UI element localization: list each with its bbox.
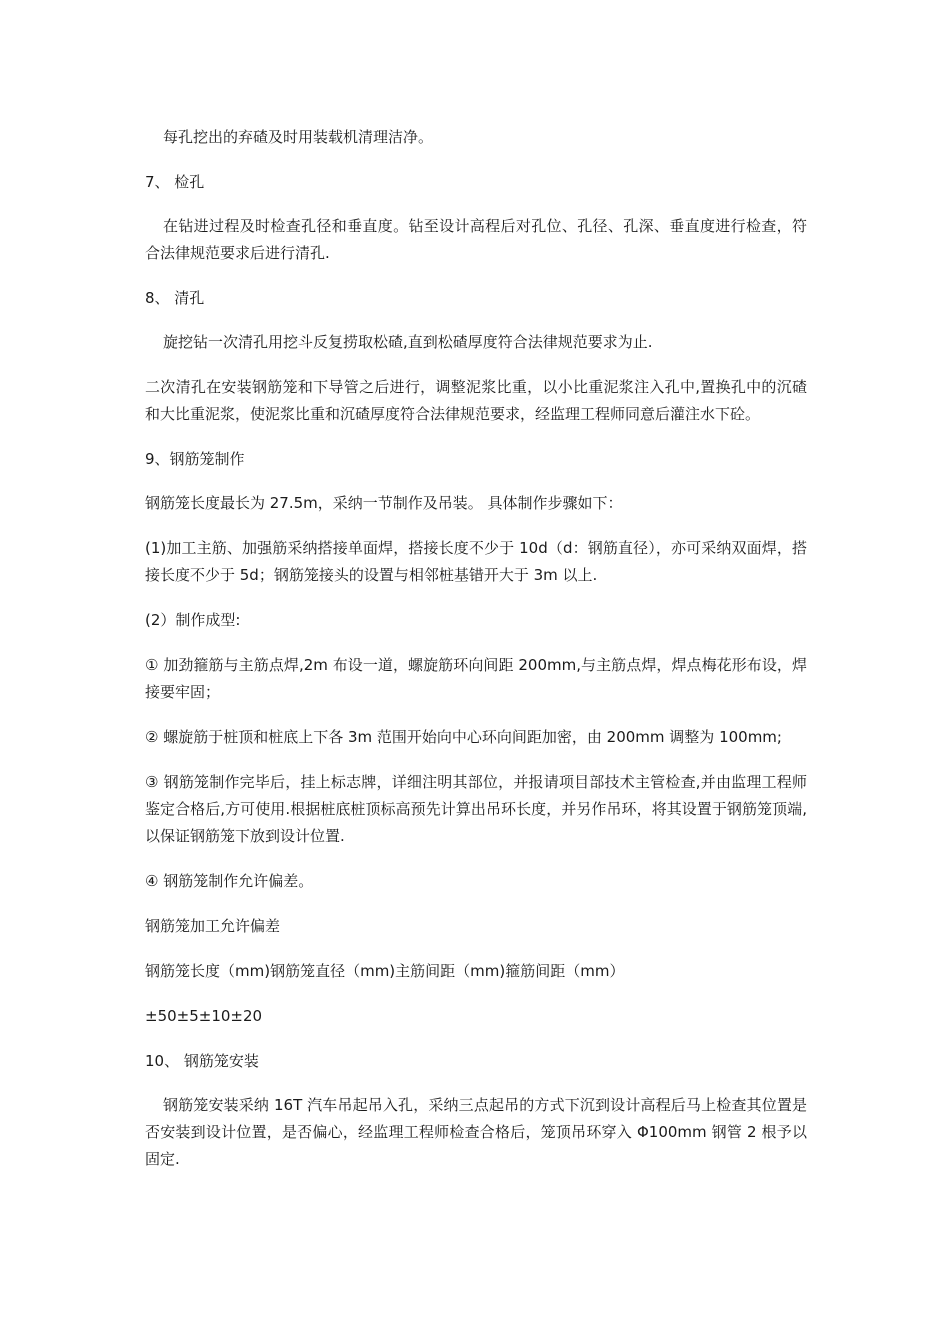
heading-8-hole-cleaning: 8、 清孔 <box>145 289 205 307</box>
list-item-2: ② 螺旋筋于桩顶和桩底上下各 3m 范围开始向中心环向间距加密，由 200mm 调整为 100mm; <box>145 728 782 746</box>
paragraph-cage-length: 钢筋笼长度最长为 27.5m，采纳一节制作及吊装。 具体制作步骤如下： <box>145 494 623 512</box>
tolerance-table-values: ±50±5±10±20 <box>145 1007 263 1025</box>
heading-10-cage-installation: 10、 钢筋笼安装 <box>145 1052 259 1070</box>
paragraph-hole-inspection: 在钻进过程及时检查孔径和垂直度。钻至设计高程后对孔位、孔径、孔深、垂直度进行检查，符合法律规范要求后进行清孔. <box>145 217 807 262</box>
paragraph-first-cleaning: 旋挖钻一次清孔用挖斗反复捞取松碴,直到松碴厚度符合法律规范要求为止. <box>163 333 653 351</box>
tolerance-table-header: 钢筋笼长度（mm)钢筋笼直径（mm)主筋间距（mm)箍筋间距（mm） <box>145 962 625 980</box>
list-item-4: ④ 钢筋笼制作允许偏差。 <box>145 872 314 890</box>
paragraph-welding: (1)加工主筋、加强筋采纳搭接单面焊，搭接长度不少于 10d（d：钢筋直径），亦可采纳双面焊，搭接长度不少于 5d；钢筋笼接头的设置与相邻桩基错开大于 3m 以上. <box>145 539 807 584</box>
list-item-1: ① 加劲箍筋与主筋点焊,2m 布设一道，螺旋筋环向间距 200mm,与主筋点焊，焊点梅花形布设，焊接要牢固； <box>145 656 807 701</box>
list-item-3: ③ 钢筋笼制作完毕后，挂上标志牌，详细注明其部位，并报请项目部技术主管检查,并由监理工程师鉴定合格后,方可使用.根据桩底桩顶标高预先计算出吊环长度，并另作吊环，将其设置于钢筋笼顶端,以保证钢筋笼下放到设计位置. <box>145 773 807 845</box>
paragraph-forming-heading: (2）制作成型: <box>145 611 241 629</box>
document-body <box>145 124 807 1191</box>
heading-7-hole-inspection: 7、 检孔 <box>145 173 205 191</box>
paragraph-cage-installation: 钢筋笼安装采纳 16T 汽车吊起吊入孔，采纳三点起吊的方式下沉到设计高程后马上检查其位置是否安装到设计位置，是否偏心，经监理工程师检查合格后，笼顶吊环穿入 Φ100mm 钢管 2 根予以固定. <box>145 1096 807 1168</box>
paragraph-slag-cleanup: 每孔挖出的弃碴及时用装载机清理洁净。 <box>163 128 434 146</box>
paragraph-second-cleaning: 二次清孔在安装钢筋笼和下导管之后进行，调整泥浆比重，以小比重泥浆注入孔中,置换孔中的沉碴和大比重泥浆，使泥浆比重和沉碴厚度符合法律规范要求，经监理工程师同意后灌注水下砼。 <box>145 378 807 423</box>
heading-9-cage-fabrication: 9、钢筋笼制作 <box>145 450 245 468</box>
tolerance-table-title: 钢筋笼加工允许偏差 <box>145 917 281 935</box>
